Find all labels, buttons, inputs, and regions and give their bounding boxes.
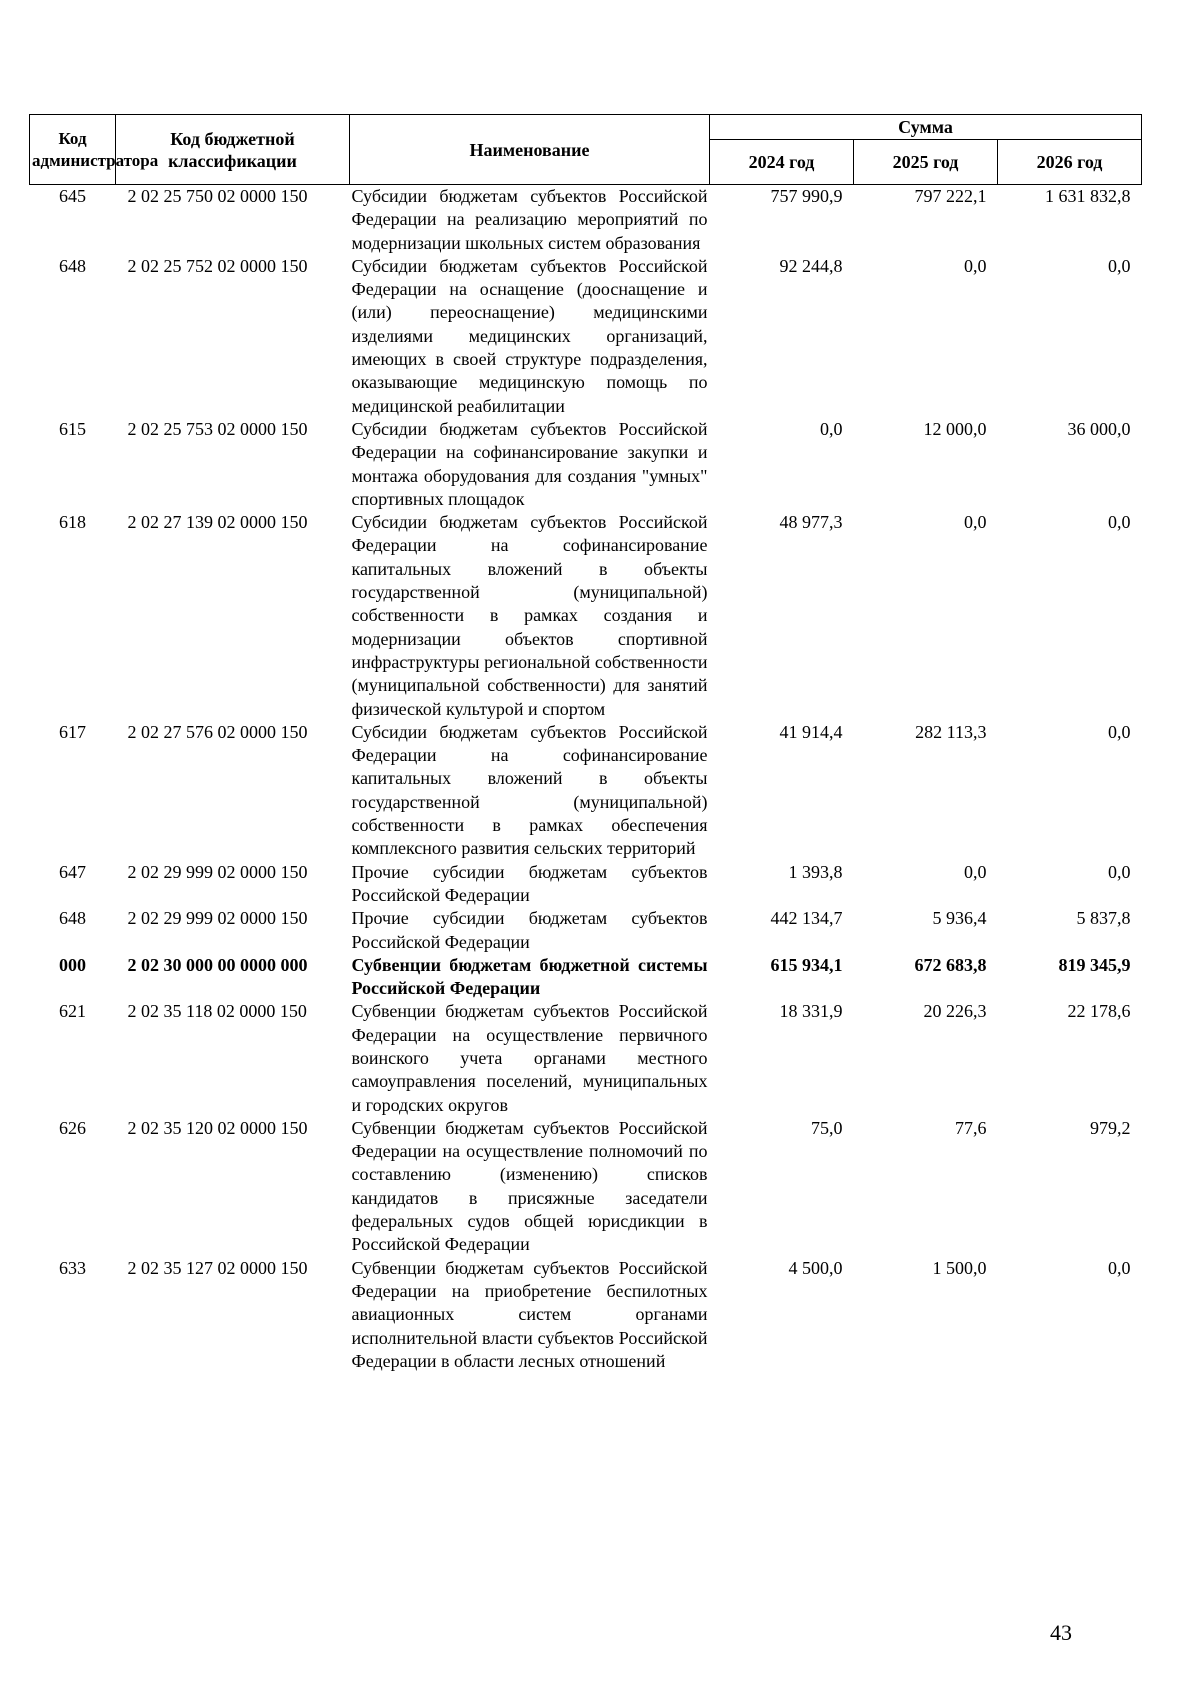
admin-code-cell: 618 [59, 512, 86, 533]
amount-2025-cell: 1 500,0 [932, 1257, 987, 1278]
amount-2025-cell: 5 936,4 [932, 908, 987, 929]
name-cell: Субвенции бюджетам субъектов Российской Федерации на приобретение беспилотных авиационных систем органами исполнительной власти субъектов Российской Федерации в области лесных отношений [351, 1257, 708, 1371]
budget-code-cell: 2 02 27 576 02 0000 150 [127, 721, 308, 742]
amount-2026-cell: 0,0 [1108, 1257, 1131, 1278]
admin-code-cell: 645 [59, 186, 86, 206]
name-cell: Субвенции бюджетам бюджетной системы Российской Федерации [351, 954, 708, 999]
amount-2024-cell: 18 331,9 [779, 1001, 843, 1022]
amount-2024-cell: 4 500,0 [788, 1257, 843, 1278]
table-row [30, 511, 1142, 721]
name-cell: Субсидии бюджетам субъектов Российской Федерации на реализацию мероприятий по модернизации школьных систем образования [351, 186, 708, 253]
amount-2025-cell: 0,0 [964, 512, 987, 533]
header-admin-code: Код администратора [30, 115, 116, 185]
admin-code-cell: 617 [59, 721, 86, 742]
table-row [30, 185, 1142, 255]
amount-2026-cell: 0,0 [1108, 255, 1131, 276]
amount-2025-cell: 12 000,0 [923, 418, 987, 439]
amount-2024-cell: 48 977,3 [779, 512, 843, 533]
amount-2025-cell: 797 222,1 [914, 186, 987, 206]
amount-2025-cell: 20 226,3 [923, 1001, 987, 1022]
budget-code-cell: 2 02 27 139 02 0000 150 [127, 512, 308, 533]
budget-code-cell: 2 02 25 753 02 0000 150 [127, 418, 308, 439]
admin-code-cell: 648 [59, 908, 86, 929]
header-year-2025: 2025 год [854, 140, 998, 185]
amount-2026-cell: 1 631 832,8 [1045, 186, 1131, 206]
header-name: Наименование [350, 115, 710, 185]
table-row [30, 418, 1142, 511]
amount-2026-cell: 979,2 [1090, 1117, 1131, 1138]
table-row [30, 255, 1142, 418]
budget-table [29, 114, 1142, 1373]
admin-code-cell: 621 [59, 1001, 86, 1022]
budget-code-cell: 2 02 29 999 02 0000 150 [127, 908, 308, 929]
name-cell: Субсидии бюджетам субъектов Российской Федерации на софинансирование капитальных вложений в объекты государственной (муниципальной) собственности в рамках обеспечения комплексного развития сельских территорий [351, 721, 708, 859]
amount-2026-cell: 0,0 [1108, 721, 1131, 742]
name-cell: Субсидии бюджетам субъектов Российской Федерации на софинансирование капитальных вложений в объекты государственной (муниципальной) собственности в рамках создания и модернизации объектов спортивной инфраструктуры региональной собственности (муниципальной собственности) для занятий физической культурой и спортом [351, 512, 708, 719]
header-sum: Сумма [710, 115, 1142, 140]
name-cell: Субвенции бюджетам субъектов Российской Федерации на осуществление полномочий по составлению (изменению) списков кандидатов в присяжные заседатели федеральных судов общей юрисдикции в Российской Федерации [351, 1117, 708, 1255]
table-row [30, 1117, 1142, 1257]
amount-2024-cell: 1 393,8 [788, 861, 843, 882]
amount-2024-cell: 0,0 [820, 418, 843, 439]
name-cell: Субсидии бюджетам субъектов Российской Федерации на софинансирование закупки и монтажа оборудования для создания "умных" спортивных площадок [351, 418, 708, 509]
admin-code-cell: 615 [59, 418, 86, 439]
table-header [30, 115, 1142, 185]
budget-code-cell: 2 02 29 999 02 0000 150 [127, 861, 308, 882]
amount-2024-cell: 442 134,7 [770, 908, 843, 929]
amount-2026-cell: 0,0 [1108, 512, 1131, 533]
name-cell: Субвенции бюджетам субъектов Российской Федерации на осуществление первичного воинского учета органами местного самоуправления поселений, муниципальных и городских округов [351, 1001, 708, 1115]
admin-code-cell: 626 [59, 1117, 86, 1138]
budget-code-cell: 2 02 25 752 02 0000 150 [127, 255, 308, 276]
table-row [30, 907, 1142, 954]
document-page [29, 114, 1141, 1373]
header-year-2024: 2024 год [710, 140, 854, 185]
budget-code-cell: 2 02 35 120 02 0000 150 [127, 1117, 308, 1138]
header-budget-code: Код бюджетной классификации [116, 115, 350, 185]
amount-2024-cell: 75,0 [811, 1117, 843, 1138]
table-body [30, 185, 1142, 1374]
amount-2026-cell: 36 000,0 [1067, 418, 1131, 439]
amount-2024-cell: 41 914,4 [779, 721, 843, 742]
table-row [30, 954, 1142, 1001]
amount-2025-cell: 77,6 [955, 1117, 987, 1138]
name-cell: Субсидии бюджетам субъектов Российской Федерации на оснащение (дооснащение и (или) переоснащение) медицинскими изделиями медицинских организаций, имеющих в своей структуре подразделения, оказывающие медицинскую помощь по медицинской реабилитации [351, 255, 708, 416]
amount-2026-cell: 819 345,9 [1058, 954, 1131, 975]
budget-code-cell: 2 02 35 118 02 0000 150 [127, 1001, 307, 1022]
amount-2025-cell: 282 113,3 [915, 721, 987, 742]
name-cell: Прочие субсидии бюджетам субъектов Российской Федерации [351, 861, 708, 905]
table-row [30, 861, 1142, 908]
amount-2024-cell: 92 244,8 [779, 255, 843, 276]
amount-2026-cell: 22 178,6 [1067, 1001, 1131, 1022]
admin-code-cell: 647 [59, 861, 86, 882]
table-row [30, 721, 1142, 861]
admin-code-cell: 633 [59, 1257, 86, 1278]
amount-2025-cell: 672 683,8 [914, 954, 987, 975]
admin-code-cell: 648 [59, 255, 86, 276]
budget-code-cell: 2 02 35 127 02 0000 150 [127, 1257, 308, 1278]
name-cell: Прочие субсидии бюджетам субъектов Российской Федерации [351, 908, 708, 952]
budget-code-cell: 2 02 25 750 02 0000 150 [127, 186, 308, 206]
amount-2026-cell: 0,0 [1108, 861, 1131, 882]
budget-code-cell: 2 02 30 000 00 0000 000 [127, 954, 308, 975]
amount-2025-cell: 0,0 [964, 255, 987, 276]
header-year-2026: 2026 год [998, 140, 1142, 185]
amount-2024-cell: 615 934,1 [770, 954, 843, 975]
amount-2024-cell: 757 990,9 [770, 186, 843, 206]
amount-2026-cell: 5 837,8 [1076, 908, 1131, 929]
admin-code-cell: 000 [59, 954, 86, 975]
page-number: 43 [1050, 1620, 1072, 1645]
amount-2025-cell: 0,0 [964, 861, 987, 882]
table-row [30, 1257, 1142, 1373]
table-row [30, 1000, 1142, 1116]
